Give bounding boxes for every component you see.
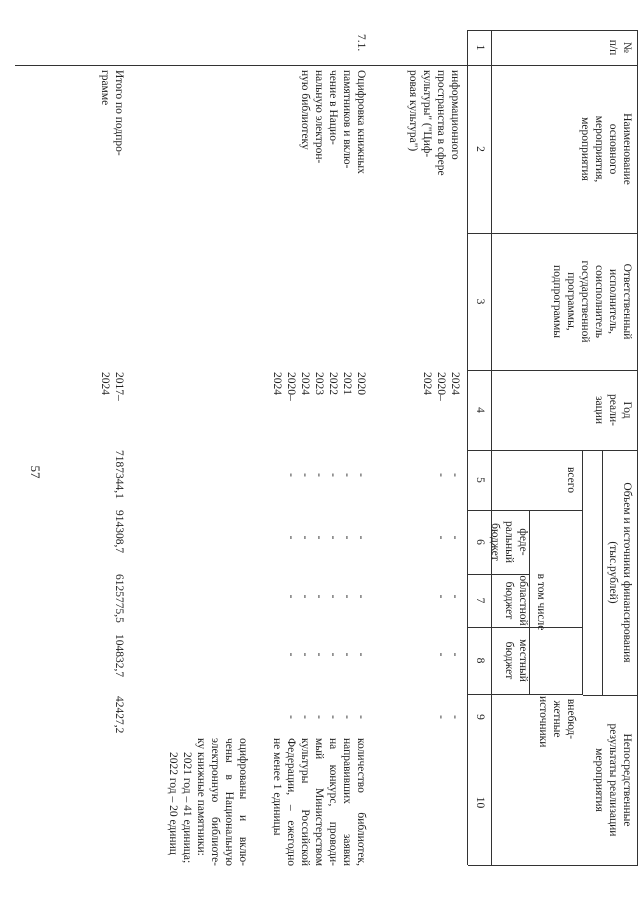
total-row-extrabudget: 42427,2 <box>113 696 125 734</box>
header-funding: Объем и источники финансирования (тыс.рублей) <box>607 482 633 663</box>
header-num: № п/п <box>607 39 633 56</box>
row-71-result-2: оцифрованы и вклю- чены в Национальную электронную библиоте- <box>209 738 249 866</box>
number-row-top-rule <box>491 30 492 865</box>
header-year: Год реали- зации <box>593 394 633 426</box>
colnum-7: 7 <box>474 597 486 604</box>
colnum-2: 2 <box>474 146 486 152</box>
total-row-regional: 6125775,5 <box>113 574 125 623</box>
header-local: местный бюджет <box>503 639 529 682</box>
row-71-result-2-end: ку книжные памятники: <box>195 738 207 856</box>
subcolumn-header-rule <box>582 450 583 695</box>
row-71-result-1: количество библиотек, направивших заявки на конкурс, проводи- мый Министерством культуры Российской Федерации, – ежегодно <box>285 738 367 866</box>
header-regional: областной бюджет <box>503 575 529 626</box>
row-cont-name: информационного пространства в сфере культуры" ("Циф- ровая культура") <box>407 70 461 176</box>
row-cont-years: 2024 2020– 2024 <box>421 372 461 401</box>
total-row-name: Итого по подпро- грамме <box>99 70 125 156</box>
table-top-border <box>637 30 638 865</box>
funding-header-rule <box>602 450 603 695</box>
header-responsible: Ответственный исполнитель, соисполнитель государственной программы, подпрограммы <box>551 260 633 343</box>
col-divider-1 <box>15 65 638 66</box>
row-cont-federal: - - <box>435 535 461 540</box>
number-row-bottom-rule <box>467 30 468 865</box>
total-row-federal: 914308,7 <box>113 510 125 554</box>
header-federal: феде- ральный бюджет <box>489 521 529 563</box>
row-71-extrabudget: - - - - - - <box>285 715 367 719</box>
colnum-4: 4 <box>474 407 486 413</box>
row-71-name: Оцифровка книжных памятников и вклю- чение в Нацио- нальную электрон- ную библиотеку <box>299 70 367 174</box>
colnum-5: 5 <box>474 477 486 483</box>
row-cont-regional: - - <box>435 594 461 599</box>
row-71-years: 2020 2021 2022 2023 2024 2020– 2024 <box>271 372 367 401</box>
row-cont-extrabudget: - - <box>435 715 461 719</box>
row-71-result-1-end: не менее 1 единицы <box>271 738 283 836</box>
colnum-1: 1 <box>474 44 486 51</box>
header-name: Наименование основного мероприятия, мероприятия <box>579 113 633 185</box>
header-incl: в том числе <box>535 573 547 631</box>
row-71-federal: - - - - - - <box>285 535 367 540</box>
row-71-regional: - - - - - - <box>285 594 367 599</box>
row-cont-total: - - <box>435 473 461 477</box>
table-right-border <box>468 865 638 866</box>
row-cont-local: - - <box>435 652 461 657</box>
page-number: 57 <box>28 465 43 479</box>
total-row-total: 7187344,1 <box>113 450 125 499</box>
colnum-10: 10 <box>474 796 486 809</box>
row-71-result-2-list: 2021 год – 41 единица; 2022 год – 20 единиц <box>167 752 193 864</box>
total-row-years: 2017– 2024 <box>99 372 125 401</box>
colnum-3: 3 <box>474 298 486 305</box>
colnum-8: 8 <box>474 657 486 664</box>
row-71-total: - - - - - - <box>285 473 367 477</box>
header-total: всего <box>565 467 577 493</box>
row-71-local: - - - - - - <box>285 652 367 657</box>
header-result: Непосредственные результаты реализации мероприятия <box>593 723 633 837</box>
total-row-local: 104832,7 <box>113 634 125 678</box>
colnum-6: 6 <box>474 539 486 545</box>
colnum-9: 9 <box>474 714 486 720</box>
row-71-number: 7.1. <box>355 34 367 52</box>
header-extrabudget-text: внебюд- жетные источники <box>537 696 577 748</box>
